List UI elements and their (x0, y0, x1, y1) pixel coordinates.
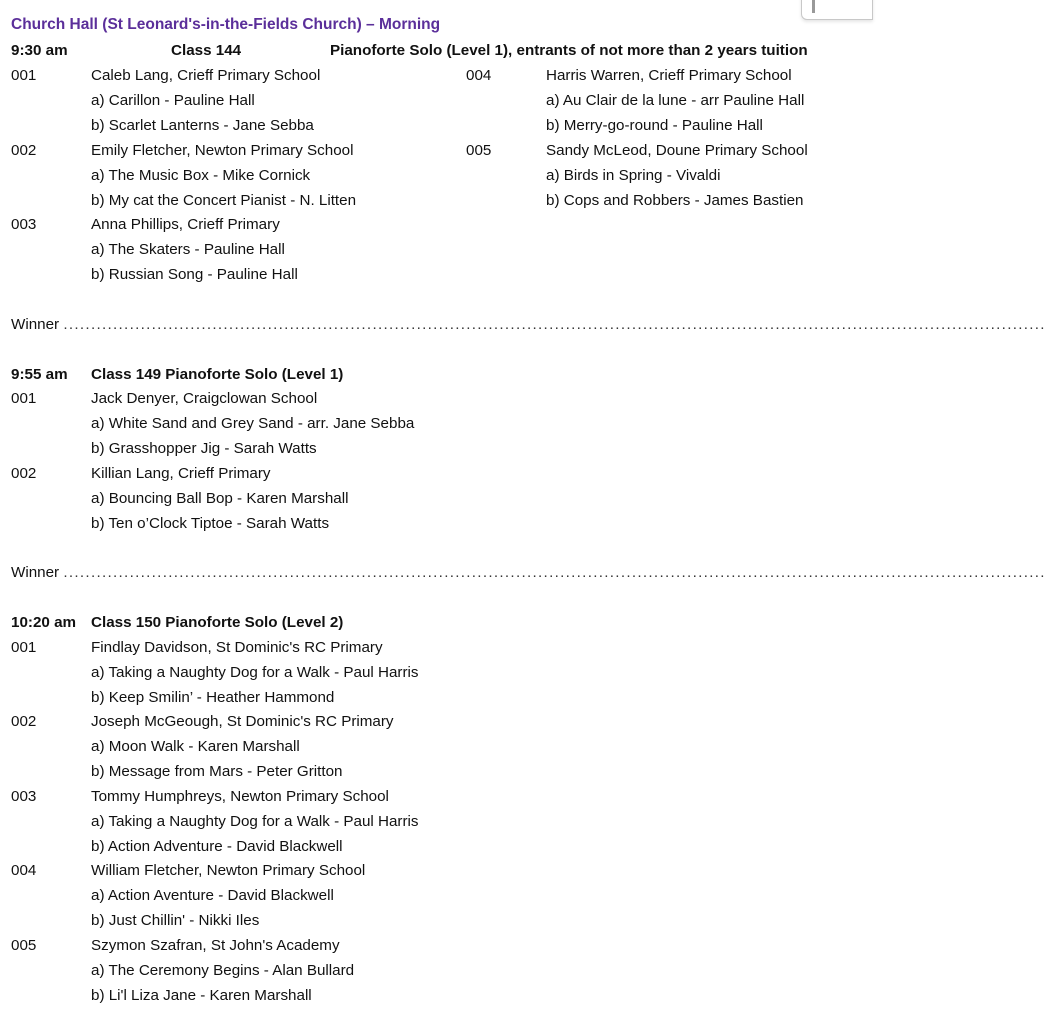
entry-number: 004 (11, 862, 37, 879)
venue-heading: Church Hall (St Leonard's-in-the-Fields Church) – Morning (11, 16, 441, 33)
entrant-name: Tommy Humphreys, Newton Primary School (91, 788, 389, 805)
entrant-name: Joseph McGeough, St Dominic's RC Primary (91, 713, 394, 730)
entry-number: 005 (11, 937, 37, 954)
piece-a: a) Action Aventure - David Blackwell (91, 887, 334, 904)
piece-a: a) Carillon - Pauline Hall (91, 92, 255, 109)
piece-b: b) Grasshopper Jig - Sarah Watts (91, 440, 317, 457)
entry-number: 005 (466, 142, 492, 159)
entry-number: 002 (11, 142, 37, 159)
corner-tab (801, 0, 873, 20)
piece-a: a) Birds in Spring - Vivaldi (546, 167, 721, 184)
entrant-name: William Fletcher, Newton Primary School (91, 862, 366, 879)
piece-b: b) Li'l Liza Jane - Karen Marshall (91, 987, 312, 1004)
entrant-name: Sandy McLeod, Doune Primary School (546, 142, 808, 159)
class149-time: 9:55 am (11, 366, 68, 383)
winner-label: Winner (11, 316, 60, 333)
entrant-name: Anna Phillips, Crieff Primary (91, 216, 280, 233)
piece-b: b) Message from Mars - Peter Gritton (91, 763, 343, 780)
piece-b: b) Cops and Robbers - James Bastien (546, 192, 804, 209)
entrant-name: Harris Warren, Crieff Primary School (546, 67, 792, 84)
winner-line: Winner .................................................................................................................................................................................. (11, 564, 1046, 581)
piece-b: b) Ten o’Clock Tiptoe - Sarah Watts (91, 515, 330, 532)
entrant-name: Findlay Davidson, St Dominic's RC Primary (91, 639, 383, 656)
entry-number: 003 (11, 788, 37, 805)
winner-label: Winner (11, 564, 60, 581)
winner-line: Winner .................................................................................................................................................................................. (11, 316, 1046, 333)
entry-number: 001 (11, 639, 37, 656)
piece-a: a) The Ceremony Begins - Alan Bullard (91, 962, 355, 979)
piece-b: b) Russian Song - Pauline Hall (91, 266, 298, 283)
entrant-name: Killian Lang, Crieff Primary (91, 465, 271, 482)
class149-heading: Class 149 Pianoforte Solo (Level 1) (91, 366, 344, 383)
entry-number: 004 (466, 67, 492, 84)
class144-title: Pianoforte Solo (Level 1), entrants of not more than 2 years tuition (330, 42, 808, 59)
class144-number: Class 144 (171, 42, 242, 59)
piece-a: a) Au Clair de la lune - arr Pauline Hall (546, 92, 805, 109)
piece-b: b) Scarlet Lanterns - Jane Sebba (91, 117, 314, 134)
entry-number: 003 (11, 216, 37, 233)
entry-number: 002 (11, 713, 37, 730)
piece-b: b) Action Adventure - David Blackwell (91, 838, 343, 855)
class150-time: 10:20 am (11, 614, 77, 631)
piece-a: a) The Skaters - Pauline Hall (91, 241, 285, 258)
entrant-name: Caleb Lang, Crieff Primary School (91, 67, 321, 84)
entry-number: 002 (11, 465, 37, 482)
entrant-name: Emily Fletcher, Newton Primary School (91, 142, 354, 159)
piece-a: a) White Sand and Grey Sand - arr. Jane Sebba (91, 415, 415, 432)
piece-b: b) Keep Smilin’ - Heather Hammond (91, 689, 335, 706)
piece-a: a) Bouncing Ball Bop - Karen Marshall (91, 490, 349, 507)
piece-a: a) The Music Box - Mike Cornick (91, 167, 311, 184)
class144-time: 9:30 am (11, 42, 68, 59)
piece-a: a) Taking a Naughty Dog for a Walk - Paul Harris (91, 664, 419, 681)
entry-number: 001 (11, 390, 37, 407)
piece-a: a) Taking a Naughty Dog for a Walk - Paul Harris (91, 813, 419, 830)
piece-a: a) Moon Walk - Karen Marshall (91, 738, 300, 755)
piece-b: b) Just Chillin' - Nikki Iles (91, 912, 260, 929)
entrant-name: Szymon Szafran, St John's Academy (91, 937, 340, 954)
class150-heading: Class 150 Pianoforte Solo (Level 2) (91, 614, 344, 631)
entry-number: 001 (11, 67, 37, 84)
entrant-name: Jack Denyer, Craigclowan School (91, 390, 318, 407)
piece-b: b) Merry-go-round - Pauline Hall (546, 117, 763, 134)
piece-b: b) My cat the Concert Pianist - N. Litten (91, 192, 357, 209)
